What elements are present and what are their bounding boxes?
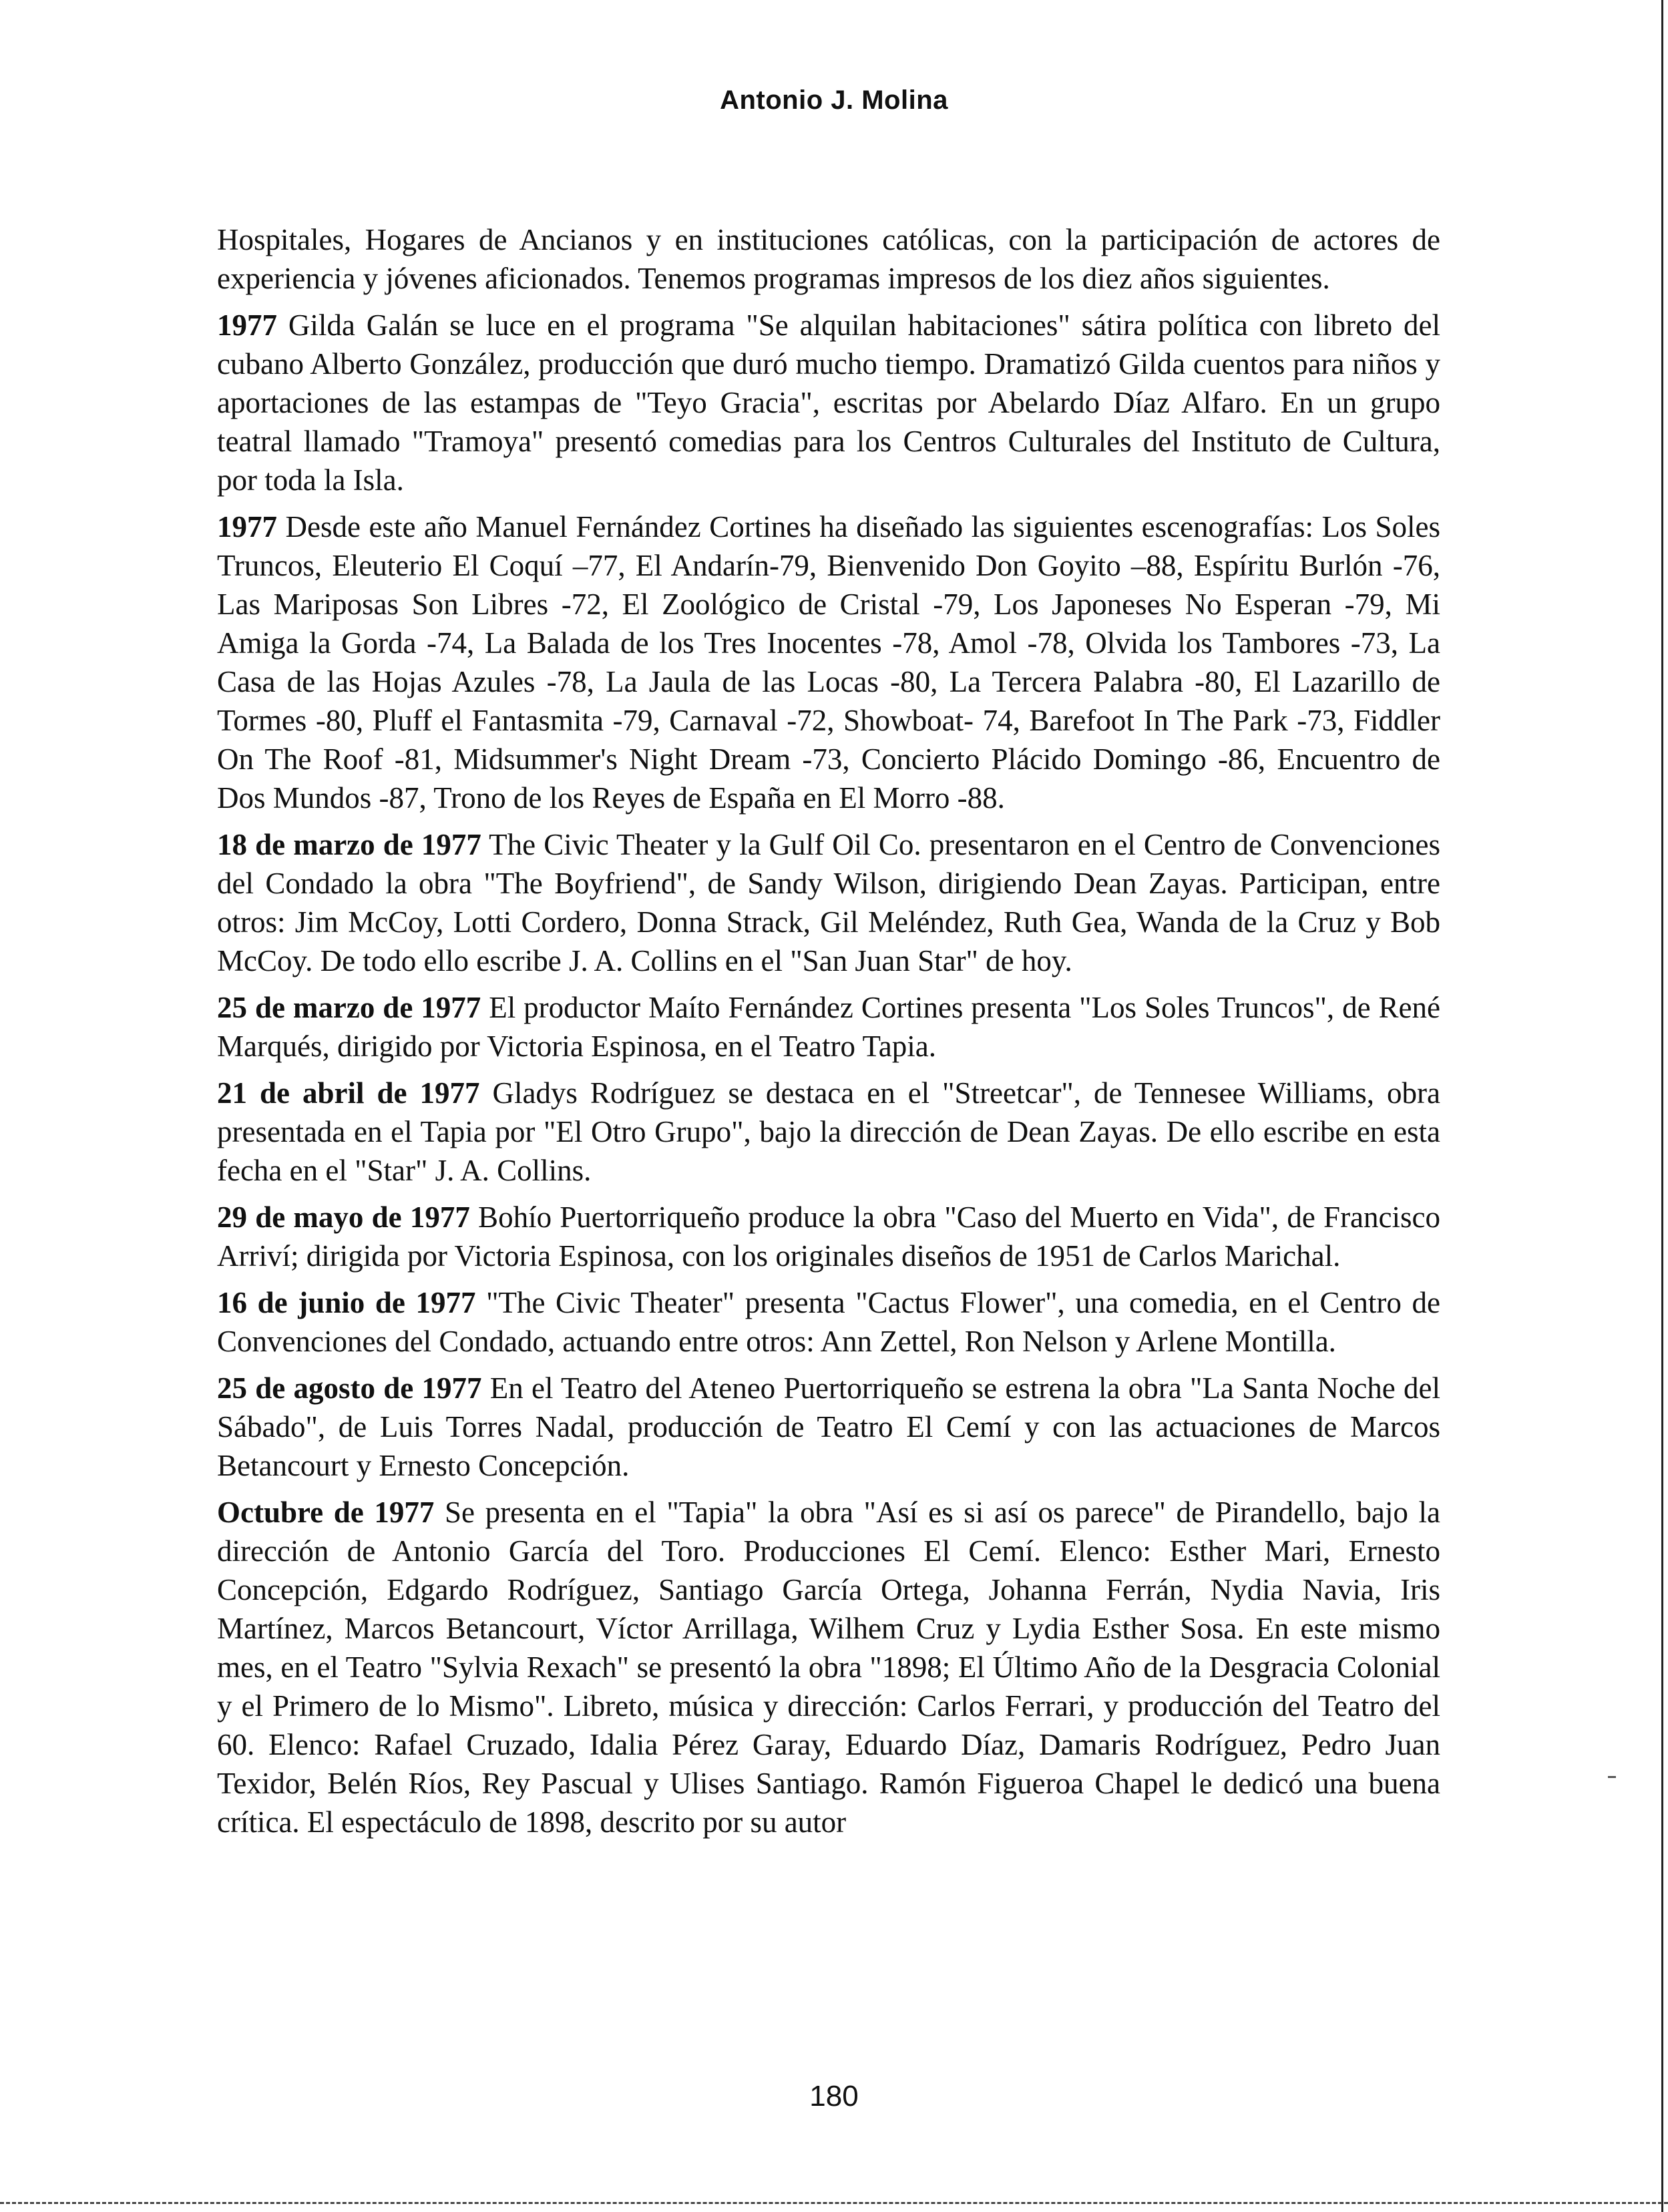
paragraph-date: 16 de junio de 1977 (217, 1286, 476, 1319)
scan-edge-bottom (0, 2202, 1668, 2204)
paragraph-date: Octubre de 1977 (217, 1496, 435, 1529)
paragraph-text: Gilda Galán se luce en el programa "Se alquilan habitaciones" sátira política con libreto del cubano Alberto González, producción que duró mucho tiempo. Dramatizó Gilda cuentos para niños y aportaciones de las estampas de "Teyo Gracia", escritas por Abelardo Díaz Alfaro. En un grupo teatral llamado "Tramoya" presentó comedias para los Centros Culturales del Instituto de Cultura, por toda la Isla. (217, 308, 1440, 497)
paragraph-7 (217, 1198, 1440, 1275)
paragraph-text: En el Teatro del Ateneo Puertorriqueño se estrena la obra "La Santa Noche del Sábado", de Luis Torres Nadal, producción de Teatro El Cemí y con las actuaciones de Marcos Betancourt y Ernesto Concepción. (217, 1371, 1440, 1482)
paragraph-text: Hospitales, Hogares de Ancianos y en instituciones católicas, con la participación de actores de experiencia y jóvenes aficionados. Tenemos programas impresos de los diez años siguientes. (217, 223, 1440, 295)
paragraph-date: 25 de agosto de 1977 (217, 1371, 482, 1405)
paragraph-1 (217, 220, 1440, 298)
paragraph-text: "The Civic Theater" presenta "Cactus Flower", una comedia, en el Centro de Convenciones del Condado, actuando entre otros: Ann Zettel, Ron Nelson y Arlene Montilla. (217, 1286, 1440, 1358)
paragraph-4 (217, 825, 1440, 980)
page-number: 180 (809, 2080, 859, 2113)
paragraph-date: 21 de abril de 1977 (217, 1076, 480, 1110)
page-body (217, 220, 1440, 1849)
paragraph-text: Gladys Rodríguez se destaca en el "Streetcar", de Tennesee Williams, obra presentada en el Tapia por "El Otro Grupo", bajo la dirección de Dean Zayas. De ello escribe en esta fecha en el "Star" J. A. Collins. (217, 1076, 1440, 1187)
paragraph-2 (217, 306, 1440, 499)
paragraph-9 (217, 1369, 1440, 1485)
margin-mark (1608, 1776, 1616, 1778)
paragraph-text: Bohío Puertorriqueño produce la obra "Caso del Muerto en Vida", de Francisco Arriví; dirigida por Victoria Espinosa, con los originales diseños de 1951 de Carlos Marichal. (217, 1200, 1440, 1273)
paragraph-date: 18 de marzo de 1977 (217, 828, 481, 861)
paragraph-8 (217, 1283, 1440, 1361)
paragraph-text: El productor Maíto Fernández Cortines presenta "Los Soles Truncos", de René Marqués, dirigido por Victoria Espinosa, en el Teatro Tapia. (217, 991, 1440, 1063)
paragraph-date: 1977 (217, 308, 277, 342)
scan-edge-right (1661, 0, 1663, 2212)
paragraph-3 (217, 507, 1440, 817)
paragraph-date: 25 de marzo de 1977 (217, 991, 481, 1024)
paragraph-date: 29 de mayo de 1977 (217, 1200, 470, 1234)
paragraph-date: 1977 (217, 510, 277, 543)
paragraph-10 (217, 1493, 1440, 1841)
paragraph-5 (217, 988, 1440, 1066)
paragraph-6 (217, 1074, 1440, 1190)
paragraph-text: Desde este año Manuel Fernández Cortines ha diseñado las siguientes escenografías: Los Soles Truncos, Eleuterio El Coquí –77, El Andarín-79, Bienvenido Don Goyito –88, Espíritu Burlón -76, Las Mariposas Son Libres -72, El Zoológico de Cristal -79, Los Japoneses No Esperan -79, Mi Amiga la Gorda -74, La Balada de los Tres Inocentes -78, Amol -78, Olvida los Tambores -73, La Casa de las Hojas Azules -78, La Jaula de las Locas -80, La Tercera Palabra -80, El Lazarillo de Tormes -80, Pluff el Fantasmita -79, Carnaval -72, Showboat- 74, Barefoot In The Park -73, Fiddler On The Roof -81, Midsummer's Night Dream -73, Concierto Plácido Domingo -86, Encuentro de Dos Mundos -87, Trono de los Reyes de España en El Morro -88. (217, 510, 1440, 815)
paragraph-text: The Civic Theater y la Gulf Oil Co. presentaron en el Centro de Convenciones del Condado la obra "The Boyfriend", de Sandy Wilson, dirigiendo Dean Zayas. Participan, entre otros: Jim McCoy, Lotti Cordero, Donna Strack, Gil Meléndez, Ruth Gea, Wanda de la Cruz y Bob McCoy. De todo ello escribe J. A. Collins en el "San Juan Star" de hoy. (217, 828, 1441, 977)
paragraph-text: Se presenta en el "Tapia" la obra "Así es si así os parece" de Pirandello, bajo la dirección de Antonio García del Toro. Producciones El Cemí. Elenco: Esther Mari, Ernesto Concepción, Edgardo Rodríguez, Santiago García Ortega, Johanna Ferrán, Nydia Navia, Iris Martínez, Marcos Betancourt, Víctor Arrillaga, Wilhem Cruz y Lydia Esther Sosa. En este mismo mes, en el Teatro "Sylvia Rexach" se presentó la obra "1898; El Último Año de la Desgracia Colonial y el Primero de lo Mismo". Libreto, música y dirección: Carlos Ferrari, y producción del Teatro del 60. Elenco: Rafael Cruzado, Idalia Pérez Garay, Eduardo Díaz, Damaris Rodríguez, Pedro Juan Texidor, Belén Ríos, Rey Pascual y Ulises Santiago. Ramón Figueroa Chapel le dedicó una buena crítica. El espectáculo de 1898, descrito por su autor (217, 1496, 1440, 1839)
running-header: Antonio J. Molina (720, 85, 948, 115)
